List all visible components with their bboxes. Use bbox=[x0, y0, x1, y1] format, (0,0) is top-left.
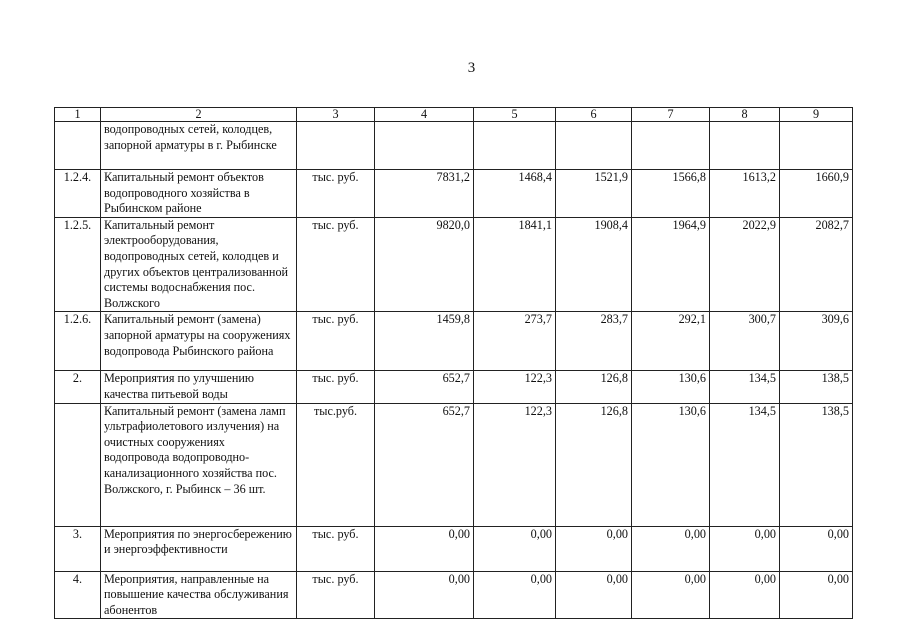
table-row bbox=[55, 312, 853, 371]
row-value: 0,00 bbox=[780, 571, 853, 619]
row-unit: тыс.руб. bbox=[297, 403, 375, 526]
row-value bbox=[632, 122, 710, 170]
row-unit: тыс. руб. bbox=[297, 571, 375, 619]
row-value: 1566,8 bbox=[632, 170, 710, 218]
row-name: Мероприятия по энергосбережению и энергоэффективности bbox=[101, 526, 297, 571]
row-name: Капитальный ремонт объектов водопроводного хозяйства в Рыбинском районе bbox=[101, 170, 297, 218]
column-header: 4 bbox=[375, 108, 474, 122]
table-row bbox=[55, 526, 853, 571]
row-value: 122,3 bbox=[474, 403, 556, 526]
row-name: Капитальный ремонт электрооборудования, водопроводных сетей, колодцев и других объектов централизованной системы водоснабжения пос. Волжского bbox=[101, 217, 297, 312]
row-value: 0,00 bbox=[474, 526, 556, 571]
row-value: 0,00 bbox=[632, 526, 710, 571]
row-value: 130,6 bbox=[632, 371, 710, 403]
row-value: 0,00 bbox=[474, 571, 556, 619]
row-value: 9820,0 bbox=[375, 217, 474, 312]
row-value: 283,7 bbox=[556, 312, 632, 371]
row-value: 1459,8 bbox=[375, 312, 474, 371]
row-value bbox=[474, 122, 556, 170]
data-table bbox=[54, 107, 853, 619]
row-number bbox=[55, 403, 101, 526]
row-value: 1908,4 bbox=[556, 217, 632, 312]
row-value: 292,1 bbox=[632, 312, 710, 371]
row-value: 1841,1 bbox=[474, 217, 556, 312]
row-value: 1660,9 bbox=[780, 170, 853, 218]
row-unit: тыс. руб. bbox=[297, 217, 375, 312]
row-value: 1964,9 bbox=[632, 217, 710, 312]
row-unit: тыс. руб. bbox=[297, 526, 375, 571]
row-number: 1.2.6. bbox=[55, 312, 101, 371]
row-name: водопроводных сетей, колодцев, запорной арматуры в г. Рыбинске bbox=[101, 122, 297, 170]
row-value: 0,00 bbox=[780, 526, 853, 571]
row-value: 7831,2 bbox=[375, 170, 474, 218]
row-value: 652,7 bbox=[375, 371, 474, 403]
table-row bbox=[55, 170, 853, 218]
column-header: 9 bbox=[780, 108, 853, 122]
column-header: 1 bbox=[55, 108, 101, 122]
column-header: 8 bbox=[710, 108, 780, 122]
row-number bbox=[55, 122, 101, 170]
row-value: 2022,9 bbox=[710, 217, 780, 312]
row-value: 652,7 bbox=[375, 403, 474, 526]
page-number: 3 bbox=[467, 60, 476, 76]
row-number: 3. bbox=[55, 526, 101, 571]
row-unit bbox=[297, 122, 375, 170]
row-value: 2082,7 bbox=[780, 217, 853, 312]
row-value: 138,5 bbox=[780, 403, 853, 526]
column-header: 7 bbox=[632, 108, 710, 122]
row-unit: тыс. руб. bbox=[297, 371, 375, 403]
row-value: 309,6 bbox=[780, 312, 853, 371]
table-row bbox=[55, 122, 853, 170]
table-row bbox=[55, 403, 853, 526]
row-value: 1468,4 bbox=[474, 170, 556, 218]
row-number: 4. bbox=[55, 571, 101, 619]
row-value: 122,3 bbox=[474, 371, 556, 403]
row-value bbox=[780, 122, 853, 170]
row-value: 130,6 bbox=[632, 403, 710, 526]
row-name: Капитальный ремонт (замена) запорной арматуры на сооружениях водопровода Рыбинского района bbox=[101, 312, 297, 371]
row-value: 0,00 bbox=[556, 571, 632, 619]
row-value: 300,7 bbox=[710, 312, 780, 371]
row-value: 0,00 bbox=[375, 526, 474, 571]
row-value: 126,8 bbox=[556, 371, 632, 403]
table-row bbox=[55, 371, 853, 403]
table-row bbox=[55, 217, 853, 312]
row-value bbox=[556, 122, 632, 170]
table-row bbox=[55, 571, 853, 619]
column-header: 6 bbox=[556, 108, 632, 122]
row-value: 0,00 bbox=[375, 571, 474, 619]
row-value: 134,5 bbox=[710, 403, 780, 526]
row-unit: тыс. руб. bbox=[297, 312, 375, 371]
row-value: 1521,9 bbox=[556, 170, 632, 218]
column-header: 5 bbox=[474, 108, 556, 122]
row-number: 1.2.4. bbox=[55, 170, 101, 218]
row-value: 0,00 bbox=[632, 571, 710, 619]
row-value: 134,5 bbox=[710, 371, 780, 403]
row-value: 0,00 bbox=[710, 526, 780, 571]
column-header: 2 bbox=[101, 108, 297, 122]
row-name: Мероприятия по улучшению качества питьевой воды bbox=[101, 371, 297, 403]
row-name: Капитальный ремонт (замена ламп ультрафиолетового излучения) на очистных сооружениях водопровода водопроводно-канализационного хозяйства пос. Волжского, г. Рыбинск – 36 шт. bbox=[101, 403, 297, 526]
row-number: 1.2.5. bbox=[55, 217, 101, 312]
row-value bbox=[710, 122, 780, 170]
row-value: 273,7 bbox=[474, 312, 556, 371]
row-value: 0,00 bbox=[556, 526, 632, 571]
row-unit: тыс. руб. bbox=[297, 170, 375, 218]
row-value: 0,00 bbox=[710, 571, 780, 619]
row-value: 126,8 bbox=[556, 403, 632, 526]
row-value bbox=[375, 122, 474, 170]
table-header-row bbox=[55, 108, 853, 122]
row-number: 2. bbox=[55, 371, 101, 403]
row-name: Мероприятия, направленные на повышение качества обслуживания абонентов bbox=[101, 571, 297, 619]
column-header: 3 bbox=[297, 108, 375, 122]
row-value: 138,5 bbox=[780, 371, 853, 403]
row-value: 1613,2 bbox=[710, 170, 780, 218]
